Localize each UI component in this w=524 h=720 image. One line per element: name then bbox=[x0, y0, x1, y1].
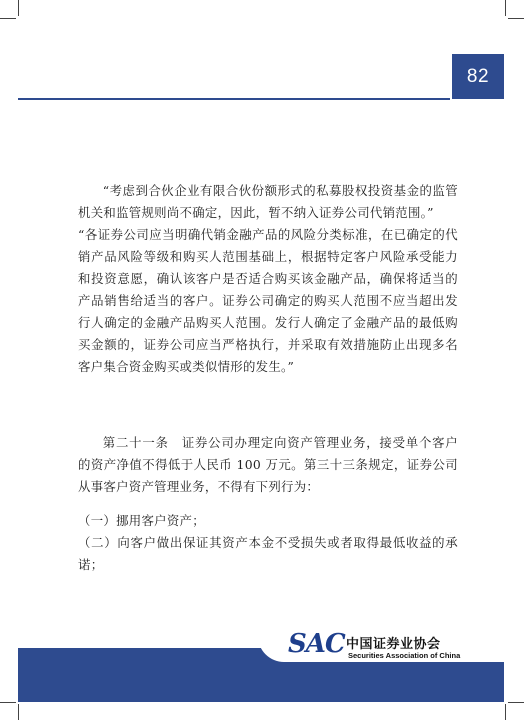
crop-mark bbox=[18, 704, 19, 720]
list-item: （二）向客户做出保证其资产本金不受损失或者取得最低收益的承诺； bbox=[78, 535, 458, 572]
crop-mark bbox=[505, 704, 506, 720]
article-paragraph: 第二十一条 证券公司办理定向资产管理业务，接受单个客户的资产净值不得低于人民币 100 万元。第三十三条规定，证券公司从事客户资产管理业务，不得有下列行为： bbox=[78, 435, 458, 494]
logo-sac-mark: SAC bbox=[288, 629, 345, 659]
crop-mark bbox=[0, 702, 16, 703]
logo-chinese-name: 中国证券业协会 bbox=[346, 637, 441, 652]
crop-mark bbox=[505, 0, 506, 16]
header-rule bbox=[18, 55, 450, 100]
quote-paragraph-1: “考虑到合伙企业有限合伙份额形式的私募股权投资基金的监管机关和监管规则尚不确定，因此，暂不纳入证券公司代销范围。” bbox=[78, 183, 458, 220]
quoted-regulation bbox=[78, 180, 458, 378]
quote-paragraph-2: “各证券公司应当明确代销金融产品的风险分类标准，在已确定的代销产品风险等级和购买人范围基础上，根据特定客户风险承受能力和投资意愿，确认该客户是否适合购买该金融产品，确保将适当的产品销售给适当的客户。证券公司确定的购买人范围不应当超出发行人确定的金融产品购买人范围。发行人确定了金融产品的最低购买金额的，证券公司应当严格执行，并采取有效措施防止出现多名客户集合资金购买或类似情形的发生。” bbox=[78, 227, 458, 374]
logo-english-name: Securities Association of China bbox=[348, 651, 461, 660]
page-number: 82 bbox=[452, 54, 504, 99]
crop-mark bbox=[508, 18, 524, 19]
crop-mark bbox=[0, 18, 16, 19]
sac-logo bbox=[288, 630, 498, 666]
list-item: （一）挪用客户资产； bbox=[78, 513, 205, 528]
crop-mark bbox=[18, 0, 19, 16]
crop-mark bbox=[508, 702, 524, 703]
